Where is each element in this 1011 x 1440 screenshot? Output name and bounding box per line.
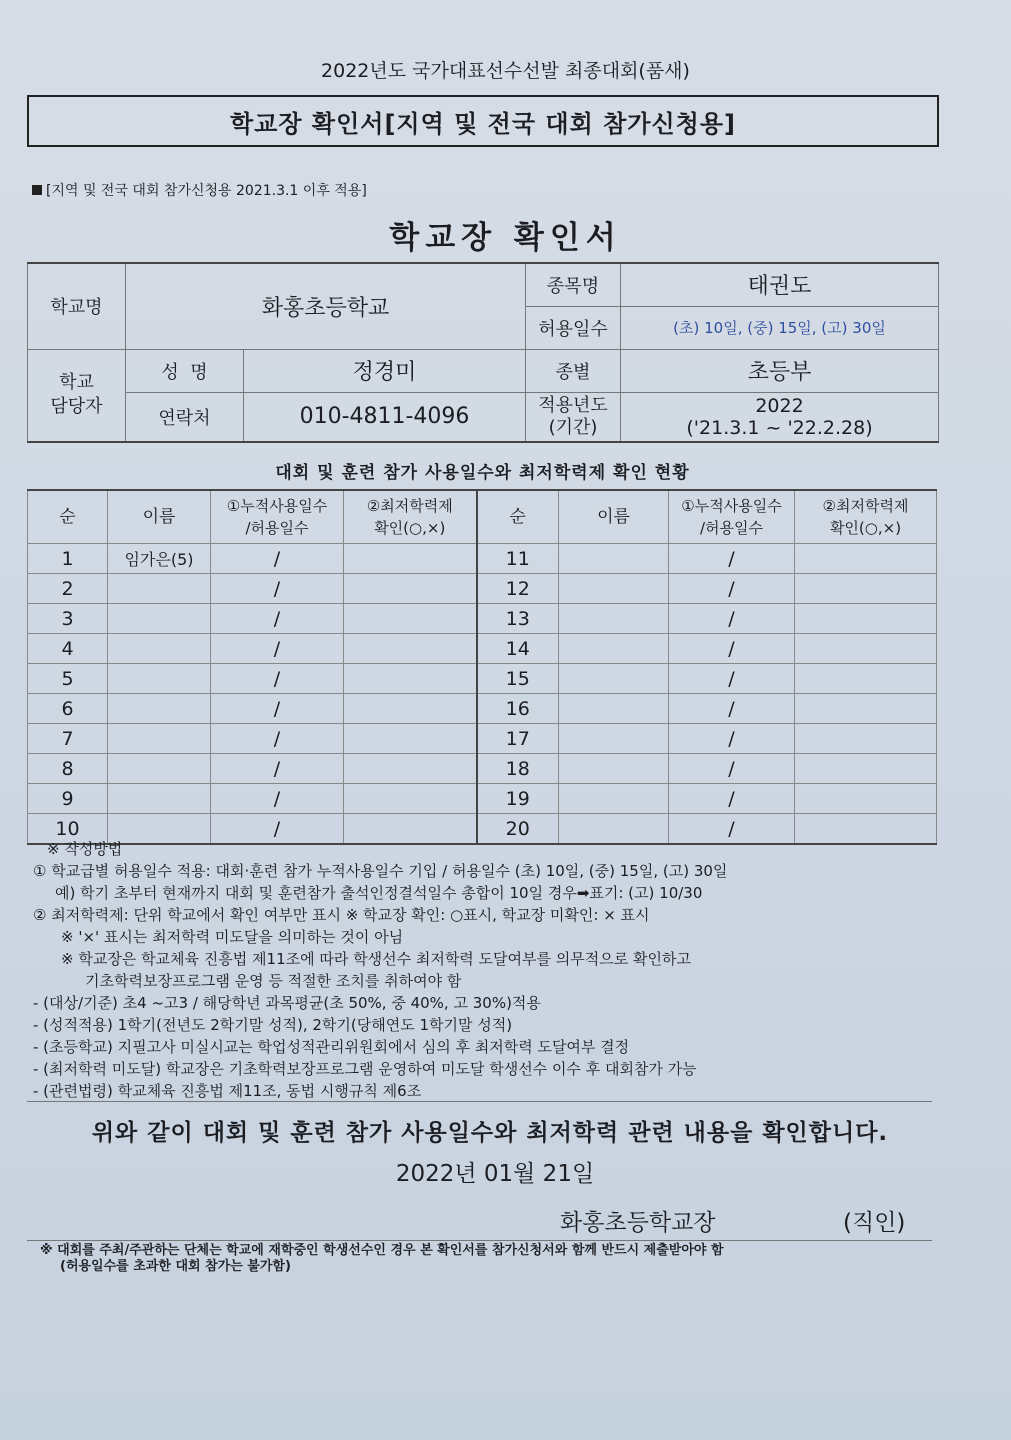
allowed-days-label: 허용일수	[526, 306, 621, 349]
issue-date: 2022년 01월 21일	[395, 1161, 595, 1187]
division-value: 초등부	[621, 349, 939, 392]
row-days: /	[211, 574, 344, 604]
row-days: /	[669, 664, 795, 694]
competition-title: 2022년도 국가대표선수선발 최종대회(품새)	[321, 60, 690, 82]
row-days: /	[669, 754, 795, 784]
row-name	[559, 664, 669, 694]
footnote	[40, 1243, 724, 1275]
row-check	[795, 784, 937, 814]
contact-value: 010-4811-4096	[244, 392, 526, 442]
table-row	[28, 724, 937, 754]
event-label: 종목명	[526, 263, 621, 306]
row-days: /	[669, 574, 795, 604]
row-number: 15	[477, 664, 559, 694]
row-name	[559, 604, 669, 634]
school-info-table	[27, 262, 939, 443]
allowed-days-value: (초) 10일, (중) 15일, (고) 30일	[621, 306, 939, 349]
header-name: 이름	[559, 490, 669, 544]
row-check	[344, 694, 477, 724]
row-days: /	[211, 694, 344, 724]
row-number: 17	[477, 724, 559, 754]
row-days: /	[211, 724, 344, 754]
row-days: /	[669, 784, 795, 814]
header-check: ②최저학력제 확인(○,×)	[344, 490, 477, 544]
row-name	[559, 694, 669, 724]
row-check	[795, 694, 937, 724]
row-name	[108, 634, 211, 664]
row-check	[344, 754, 477, 784]
header-name: 이름	[108, 490, 211, 544]
header-no: 순	[28, 490, 108, 544]
row-days: /	[211, 754, 344, 784]
row-check	[344, 664, 477, 694]
form-note-text: [지역 및 전국 대회 참가신청용 2021.3.1 이후 적용]	[46, 183, 367, 199]
contact-label: 연락처	[126, 392, 244, 442]
instruction-line: ② 최저학력제: 단위 학교에서 확인 여부만 표시 ※ 학교장 확인: ○표시, 학교장 미확인: × 표시	[33, 906, 650, 924]
school-label: 학교명	[28, 263, 126, 349]
row-name	[108, 694, 211, 724]
table-row	[28, 634, 937, 664]
row-check	[344, 784, 477, 814]
header-check: ②최저학력제 확인(○,×)	[795, 490, 937, 544]
school-value: 화홍초등학교	[126, 263, 526, 349]
year-label: 적용년도 (기간)	[526, 392, 621, 442]
row-name	[108, 604, 211, 634]
principal-signature: 화홍초등학교장	[560, 1210, 716, 1236]
table-row	[28, 664, 937, 694]
row-check	[795, 634, 937, 664]
divider	[27, 1240, 932, 1241]
row-check	[344, 634, 477, 664]
footnote-line: ※ 대회를 주최/주관하는 단체는 학교에 재학중인 학생선수인 경우 본 확인서를 참가신청서와 함께 반드시 제출받아야 함	[40, 1243, 724, 1258]
row-name	[108, 664, 211, 694]
row-name	[559, 724, 669, 754]
name-label: 성 명	[126, 349, 244, 392]
name-value: 정경미	[244, 349, 526, 392]
row-check	[795, 544, 937, 574]
row-number: 2	[28, 574, 108, 604]
row-name	[108, 724, 211, 754]
row-number: 3	[28, 604, 108, 634]
row-days: /	[669, 814, 795, 845]
row-number: 12	[477, 574, 559, 604]
row-check	[795, 664, 937, 694]
row-number: 7	[28, 724, 108, 754]
instruction-line: - (관련법령) 학교체육 진흥법 제11조, 동법 시행규칙 제6조	[33, 1082, 422, 1100]
document-title: 학교장 확인서	[389, 220, 622, 256]
row-days: /	[669, 724, 795, 754]
row-name: 임가은(5)	[108, 544, 211, 574]
row-check	[344, 574, 477, 604]
row-number: 19	[477, 784, 559, 814]
row-name	[559, 754, 669, 784]
form-note	[32, 180, 367, 200]
table-row	[28, 694, 937, 724]
row-number: 5	[28, 664, 108, 694]
table-row	[28, 754, 937, 784]
year-value: 2022 ('21.3.1 ~ '22.2.28)	[621, 392, 939, 442]
row-name	[108, 784, 211, 814]
form-title: 학교장 확인서[지역 및 전국 대회 참가신청용]	[229, 109, 737, 138]
row-check	[344, 724, 477, 754]
header-days: ①누적사용일수 /허용일수	[211, 490, 344, 544]
row-name	[559, 634, 669, 664]
row-days: /	[669, 544, 795, 574]
row-number: 4	[28, 634, 108, 664]
row-check	[795, 724, 937, 754]
event-value: 태권도	[621, 263, 939, 306]
instruction-line: - (최저학력 미도달) 학교장은 기초학력보장프로그램 운영하여 미도달 학생선수 이수 후 대회참가 가능	[33, 1060, 697, 1078]
header-no: 순	[477, 490, 559, 544]
table-row	[28, 574, 937, 604]
row-days: /	[211, 604, 344, 634]
row-name	[559, 544, 669, 574]
row-number: 13	[477, 604, 559, 634]
row-check	[795, 574, 937, 604]
footnote-line: (허용일수를 초과한 대회 참가는 불가함)	[60, 1259, 291, 1274]
instruction-line: - (초등학교) 지필고사 미실시교는 학업성적관리위원회에서 심의 후 최저학력 도달여부 결정	[33, 1038, 630, 1056]
table-row	[28, 784, 937, 814]
row-days: /	[211, 814, 344, 845]
instruction-line: 기초학력보장프로그램 운영 등 적절한 조치를 취하여야 함	[85, 972, 462, 990]
row-number: 10	[28, 814, 108, 845]
section-title: 대회 및 훈련 참가 사용일수와 최저학력제 확인 현황	[275, 463, 690, 483]
row-name	[108, 754, 211, 784]
instruction-line: ① 학교급별 허용일수 적용: 대회·훈련 참가 누적사용일수 기입 / 허용일수 (초) 10일, (중) 15일, (고) 30일	[33, 862, 728, 880]
form-title-box	[27, 95, 939, 147]
black-square-icon	[32, 185, 42, 195]
official-seal: (직인)	[843, 1210, 906, 1236]
row-check	[795, 754, 937, 784]
instruction-line: - (성적적용) 1학기(전년도 2학기말 성적), 2학기(당해연도 1학기말 성적)	[33, 1016, 513, 1034]
row-number: 16	[477, 694, 559, 724]
row-number: 14	[477, 634, 559, 664]
row-days: /	[211, 544, 344, 574]
row-days: /	[669, 694, 795, 724]
manager-label: 학교 담당자	[28, 349, 126, 442]
row-number: 1	[28, 544, 108, 574]
row-number: 6	[28, 694, 108, 724]
table-row	[28, 604, 937, 634]
instruction-line: ※ 학교장은 학교체육 진흥법 제11조에 따라 학생선수 최저학력 도달여부를 의무적으로 확인하고	[61, 950, 691, 968]
row-days: /	[211, 784, 344, 814]
row-number: 9	[28, 784, 108, 814]
table-row	[28, 544, 937, 574]
row-days: /	[211, 634, 344, 664]
row-number: 8	[28, 754, 108, 784]
participation-table	[27, 489, 937, 845]
row-days: /	[669, 634, 795, 664]
row-days: /	[669, 604, 795, 634]
row-number: 18	[477, 754, 559, 784]
row-name	[108, 574, 211, 604]
confirmation-statement: 위와 같이 대회 및 훈련 참가 사용일수와 최저학력 관련 내용을 확인합니다.	[91, 1120, 889, 1146]
row-check	[344, 604, 477, 634]
divider	[27, 1101, 932, 1102]
header-days: ①누적사용일수 /허용일수	[669, 490, 795, 544]
instruction-line: ※ '×' 표시는 최저학력 미도달을 의미하는 것이 아님	[61, 928, 404, 946]
row-check	[795, 604, 937, 634]
row-name	[559, 574, 669, 604]
row-number: 20	[477, 814, 559, 845]
instructions	[33, 838, 953, 1102]
instruction-line: - (대상/기준) 초4 ~고3 / 해당학년 과목평균(초 50%, 중 40%, 고 30%)적용	[33, 994, 541, 1012]
row-number: 11	[477, 544, 559, 574]
row-days: /	[211, 664, 344, 694]
instruction-line: 예) 학기 초부터 현재까지 대회 및 훈련참가 출석인정결석일수 총합이 10일 경우➡표기: (고) 10/30	[55, 884, 703, 902]
instructions-heading: ※ 작성방법	[47, 840, 123, 858]
row-name	[559, 784, 669, 814]
row-check	[344, 544, 477, 574]
division-label: 종별	[526, 349, 621, 392]
